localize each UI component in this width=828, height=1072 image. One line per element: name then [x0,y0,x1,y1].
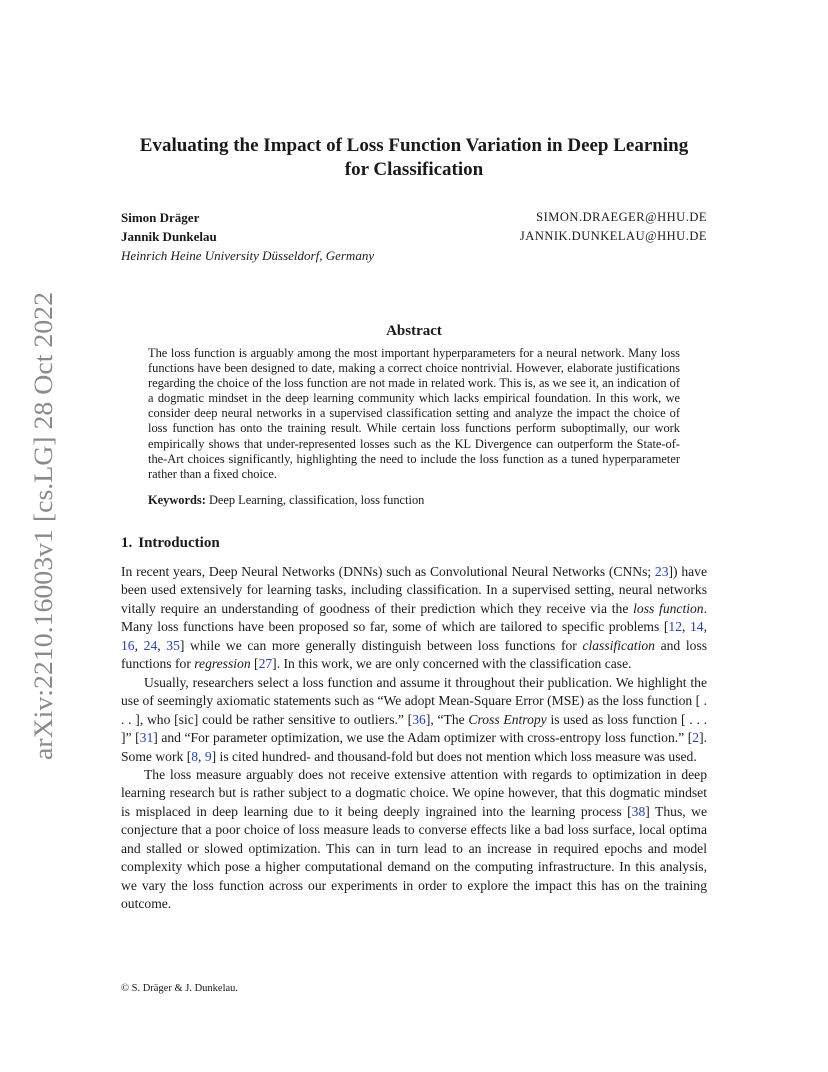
text-run: ], “The [425,711,469,727]
citation-link[interactable]: 35 [166,637,180,653]
author-name: Jannik Dunkelau [121,229,217,244]
text-run: ] while we can more generally distinguish between loss functions for [179,637,583,653]
text-run: ] Thus, we conjecture that a poor choice of loss measure leads to converse effects like a bad loss surface, local optima and stalled or slowed optimization. This can in turn lead to an increase in required epochs and model complexity which pose a higher computational demand on the computing infrastructure. In this analysis, we vary the loss function across our experiments in order to explore the impact this has on the training outcome. [121,803,707,912]
abstract-text: The loss function is arguably among the most important hyperparameters for a neural network. Many loss functions have been designed to date, making a correct choice nontrivial. However, elaborate justifications regarding the choice of the loss function are not made in related work. This is, as we see it, an indication of a dogmatic mindset in the deep learning community which lacks empirical foundation. In this work, we consider deep neural networks in a supervised classification setting and analyze the impact the choice of loss function has onto the training result. While certain loss functions perform suboptimally, our work empirically shows that under-represented losses such as the KL Divergence can outperform the State-of-the-Art choices significantly, highlighting the need to include the loss function as a tuned hyperparameter rather than a fixed choice. [148,346,680,481]
section-heading-introduction [121,535,220,552]
citation-link[interactable]: 36 [412,711,426,727]
affiliation: Heinrich Heine University Düsseldorf, Germany [121,248,375,263]
text-run: . Many loss functions have been proposed so far, some of which are tailored to specific problems [ [121,600,708,635]
citation-link[interactable]: 9 [204,748,212,764]
keywords-label: Keywords: [148,493,206,507]
text-run: The loss measure arguably does not receive extensive attention with regards to optimization in deep learning research but is rather subject to a dogmatic choice. We opine however, that this dogmatic mindset is misplaced in deep learning due to it being deeply ingrained into the learning process [ [121,766,707,819]
citation-link[interactable]: 31 [139,730,154,746]
emphasis-text: loss function [633,600,704,616]
paragraph-3 [121,766,707,914]
text-run: In recent years, Deep Neural Networks (DNNs) such as Convolutional Neural Networks (CNNs; [121,564,655,579]
author-email[interactable]: JANNIK.DUNKELAU@HHU.DE [519,229,707,243]
text-run: ]) have been used extensively for learning tasks, including classification. In a supervised setting, neural networks vitally require an understanding of goodness of their prediction which they receive via the [121,564,707,616]
text-run: ] is cited hundred- and thousand-fold but does not mention which loss measure was used. [211,748,697,764]
author-row [121,227,707,246]
text-run: and loss functions for [121,637,708,672]
emphasis-text: Cross Entropy [468,711,547,727]
citation-link[interactable]: 24 [143,637,158,653]
arxiv-stamp-svg [14,290,62,770]
section-number: 1. [121,535,133,551]
author-block [121,208,707,265]
arxiv-id-text: arXiv:2210.16003v1 [cs.LG] 28 Oct 2022 [29,322,58,760]
copyright-footer: © S. Dräger & J. Dunkelau. [121,983,239,994]
introduction-body [121,563,707,914]
citation-link[interactable]: 8 [191,748,199,764]
text-run: ]. Some work [ [121,730,707,764]
paragraph-1: In recent years, Deep Neural Networks (DNNs) such as Convolutional Neural Networks (CNNs; 23]) have been used extensively for learning tasks, including classification. In a supervised setting, neural networks vitally require an understanding of goodness of their prediction which they receive via the loss function. Many loss functions have been proposed so far, some of which are tailored to specific problems [12, 14, 16, 24, 35] while we can more generally distinguish between loss functions for classification and loss functions for regression [27]. In this work, we are only concerned with the classification case. [121,564,708,672]
keywords-line [148,493,680,508]
citation-link[interactable]: 38 [631,803,646,819]
text-run: ] and “For parameter optimization, we use the Adam optimizer with cross-entropy loss function.” [ [153,730,693,746]
author-email[interactable]: SIMON.DRAEGER@HHU.DE [536,210,707,224]
citation-link[interactable]: 27 [258,656,273,672]
paper-title [110,134,718,182]
title-line-1: Evaluating the Impact of Loss Function Variation in Deep Learning [139,135,689,156]
keywords-list: Deep Learning, classification, loss function [208,493,425,507]
title-line-2: for Classification [344,159,484,180]
abstract-heading: Abstract [386,323,442,339]
section-title: Introduction [138,535,220,551]
text-run: ]. In this work, we are only concerned with the classification case. [272,656,632,672]
author-row [121,208,707,227]
author-name: Simon Dräger [121,210,200,225]
emphasis-text: regression [194,656,251,672]
citation-link[interactable]: 14 [690,619,704,635]
citation-link[interactable]: 16 [121,637,135,653]
citation-link[interactable]: 12 [668,619,682,635]
citation-link[interactable]: 2 [692,730,700,746]
emphasis-text: classification [582,637,655,653]
text-run: is used as loss function [ . . . ]” [ [121,711,707,746]
citation-link[interactable]: 23 [654,564,669,579]
text-run: Usually, researchers select a loss function and assume it throughout their publication. We highlight the use of seemingly axiomatic statements such as “We adopt Mean-Square Error (MSE) as the loss function [ . . . ], who [sic] could be rather sensitive to outliers.” [ [121,674,707,727]
arxiv-identifier-stamp [14,290,62,770]
paragraph-2: Usually, researchers select a loss function and assume it throughout their publication. We highlight the use of seemingly axiomatic statements such as “We adopt Mean-Square Error (MSE) as the loss function [ . . . ], who [sic] could be rather sensitive to outliers.” [36], “The Cross Entropy is used as loss function [ . . . ]” [31] and “For parameter optimization, we use the Adam optimizer with cross-entropy loss function.” [2]. Some work [8, 9] is cited hundred- and thousand-fold but does not mention which loss measure was used. [121,674,707,764]
